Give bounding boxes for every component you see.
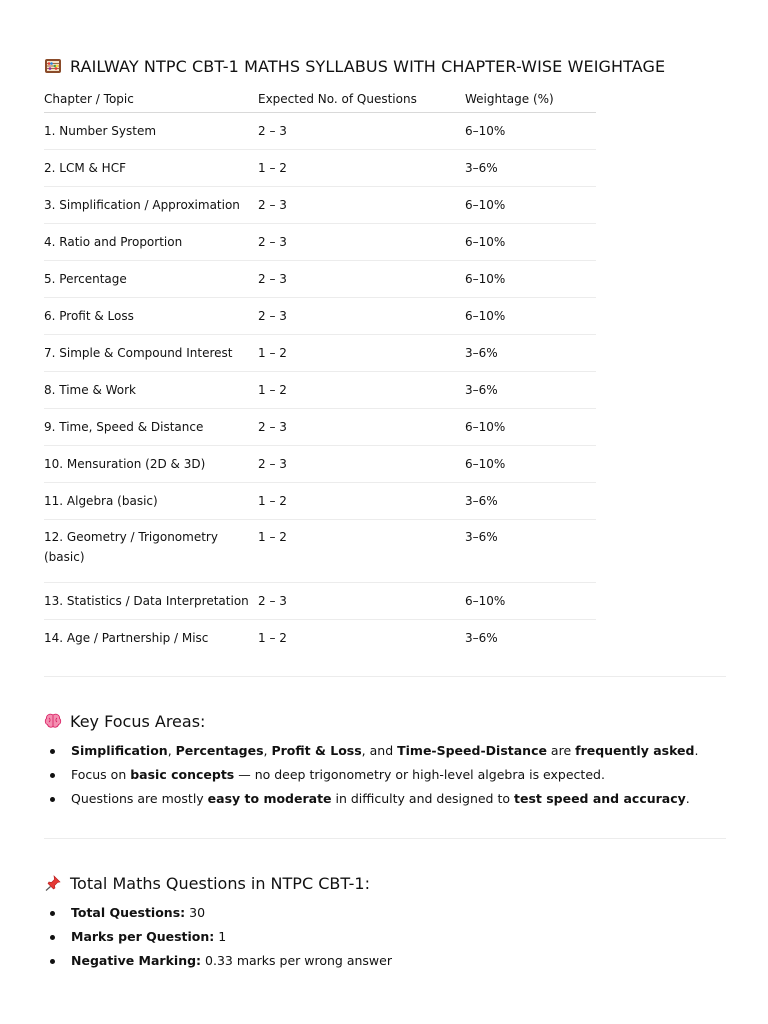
table-row <box>44 187 596 224</box>
text: — no deep trigonometry or high-level algebra is expected. <box>234 767 605 782</box>
syllabus-table <box>44 86 596 656</box>
topic-cell: 14. Age / Partnership / Misc <box>44 631 209 645</box>
topic-cell: 6. Profit & Loss <box>44 298 258 335</box>
questions-cell: 1 – 2 <box>258 335 465 372</box>
brain-icon <box>44 713 62 729</box>
text: , <box>263 743 272 758</box>
topic-cell: 8. Time & Work <box>44 372 258 409</box>
bold-text: frequently asked <box>575 743 695 758</box>
table-row <box>44 150 596 187</box>
column-header-weightage: Weightage (%) <box>465 86 596 113</box>
focus-list <box>44 739 698 811</box>
column-header-questions: Expected No. of Questions <box>258 86 465 113</box>
questions-cell: 2 – 3 <box>258 583 465 620</box>
text: are <box>546 743 576 758</box>
list-item <box>44 763 698 787</box>
weightage-cell: 3–6% <box>465 520 596 583</box>
table-row <box>44 372 596 409</box>
item-value: 1 <box>214 929 227 944</box>
table-row <box>44 520 596 583</box>
topic-cell <box>44 520 258 583</box>
abacus-icon <box>44 58 62 74</box>
weightage-cell: 3–6% <box>465 150 596 187</box>
bold-text: Simplification <box>71 743 168 758</box>
table-row <box>44 113 596 150</box>
topic-cell: 5. Percentage <box>44 261 258 298</box>
weightage-cell: 3–6% <box>465 631 498 645</box>
topic-cell: 9. Time, Speed & Distance <box>44 409 258 446</box>
text: . <box>685 791 690 806</box>
text: Questions are mostly <box>71 791 208 806</box>
table-row <box>44 224 596 261</box>
weightage-cell: 3–6% <box>465 483 596 520</box>
text: Focus on <box>71 767 131 782</box>
table-row <box>44 298 596 335</box>
list-item <box>44 739 698 763</box>
questions-cell: 2 – 3 <box>258 446 465 483</box>
table-header-row <box>44 86 596 113</box>
questions-cell: 1 – 2 <box>258 372 465 409</box>
section-divider <box>44 838 726 839</box>
focus-title: Key Focus Areas: <box>70 712 206 731</box>
bold-text: Time-Speed-Distance <box>397 743 547 758</box>
list-item <box>44 787 698 811</box>
list-item <box>44 949 392 973</box>
pushpin-icon <box>44 875 62 891</box>
weightage-cell: 3–6% <box>465 335 596 372</box>
text: in difficulty and designed to <box>331 791 514 806</box>
topic-line-2: (basic) <box>44 550 85 564</box>
table-row <box>44 335 596 372</box>
weightage-cell: 6–10% <box>465 261 596 298</box>
weightage-cell: 6–10% <box>465 187 596 224</box>
topic-cell: 2. LCM & HCF <box>44 150 258 187</box>
topic-cell: 3. Simplification / Approximation <box>44 187 258 224</box>
item-label: Total Questions: <box>71 905 186 920</box>
weightage-cell: 6–10% <box>465 298 596 335</box>
weightage-cell: 6–10% <box>465 409 596 446</box>
weightage-cell: 6–10% <box>465 113 596 150</box>
topic-cell: 10. Mensuration (2D & 3D) <box>44 446 258 483</box>
topic-cell: 13. Statistics / Data Interpretation <box>44 583 258 620</box>
topic-cell: 11. Algebra (basic) <box>44 483 258 520</box>
totals-list <box>44 901 392 973</box>
syllabus-heading <box>44 57 665 76</box>
table-row <box>44 620 596 657</box>
bold-text: Percentages <box>175 743 264 758</box>
text: , and <box>361 743 398 758</box>
questions-cell: 2 – 3 <box>258 187 465 224</box>
questions-cell: 2 – 3 <box>258 409 465 446</box>
table-row <box>44 261 596 298</box>
section-divider <box>44 676 726 677</box>
item-label: Marks per Question: <box>71 929 215 944</box>
focus-heading <box>44 712 205 731</box>
text: , <box>167 743 176 758</box>
table-row <box>44 483 596 520</box>
topic-line-1: 12. Geometry / Trigonometry <box>44 530 218 544</box>
weightage-cell: 6–10% <box>465 583 596 620</box>
weightage-cell: 6–10% <box>465 446 596 483</box>
questions-cell: 1 – 2 <box>258 520 465 583</box>
bold-text: easy to moderate <box>207 791 332 806</box>
bold-text: Profit & Loss <box>271 743 362 758</box>
questions-cell: 2 – 3 <box>258 224 465 261</box>
totals-heading <box>44 874 370 893</box>
table-row <box>44 409 596 446</box>
column-header-topic: Chapter / Topic <box>44 86 258 113</box>
text: . <box>694 743 699 758</box>
questions-cell: 2 – 3 <box>258 261 465 298</box>
weightage-cell: 6–10% <box>465 224 596 261</box>
questions-cell: 1 – 2 <box>258 483 465 520</box>
table-row <box>44 446 596 483</box>
table-row <box>44 583 596 620</box>
topic-cell: 7. Simple & Compound Interest <box>44 335 258 372</box>
questions-cell: 2 – 3 <box>258 298 465 335</box>
questions-cell: 1 – 2 <box>258 631 287 645</box>
syllabus-title: RAILWAY NTPC CBT-1 MATHS SYLLABUS WITH CHAPTER-WISE WEIGHTAGE <box>70 57 666 76</box>
bold-text: basic concepts <box>130 767 235 782</box>
weightage-cell: 3–6% <box>465 372 596 409</box>
item-label: Negative Marking: <box>71 953 202 968</box>
bold-text: test speed and accuracy <box>513 791 686 806</box>
list-item <box>44 901 392 925</box>
list-item <box>44 925 392 949</box>
topic-cell: 4. Ratio and Proportion <box>44 224 258 261</box>
questions-cell: 2 – 3 <box>258 113 465 150</box>
item-value: 0.33 marks per wrong answer <box>201 953 392 968</box>
questions-cell: 1 – 2 <box>258 150 465 187</box>
item-value: 30 <box>185 905 206 920</box>
totals-title: Total Maths Questions in NTPC CBT-1: <box>70 874 370 893</box>
topic-cell: 1. Number System <box>44 113 258 150</box>
